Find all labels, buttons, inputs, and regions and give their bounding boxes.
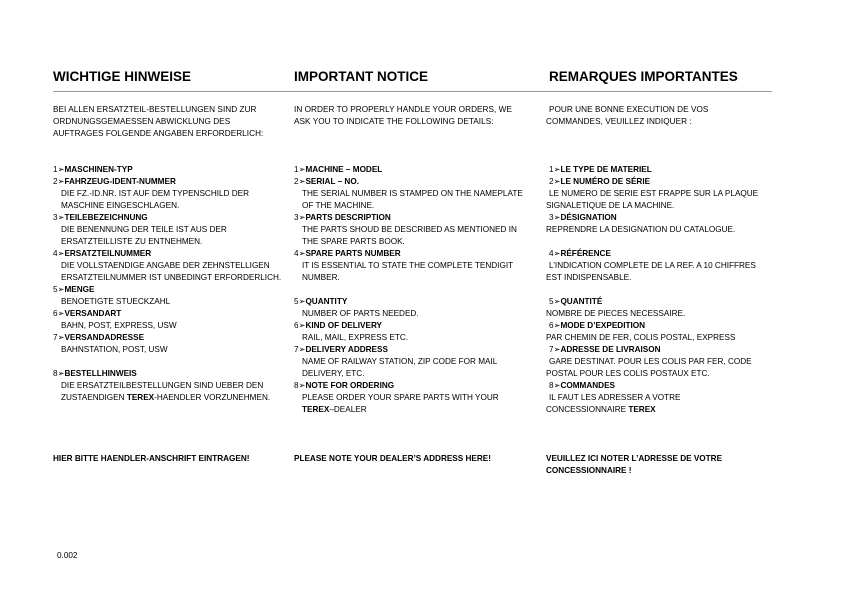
item-title: RÉFÉRENCE [560, 249, 611, 258]
items-french [546, 164, 771, 416]
items-english [294, 164, 529, 416]
brand-name: TEREX [302, 405, 330, 414]
item-description: REPRENDRE LA DESIGNATION DU CATALOGUE. [546, 225, 736, 234]
item-shipping-mode: 6➢MODE D’EXPEDITION PAR CHEMIN DE FER, COLIS POSTAL, EXPRESS [546, 320, 771, 344]
item-title: SERIAL – NO. [305, 177, 359, 186]
item-description: DIE ERSATZTEILBESTELLUNGEN SIND UEBER DEN ZUSTAENDIGEN TEREX-HAENDLER VORZUNEHMEN. [61, 381, 271, 402]
item-description: LE NUMERO DE SERIE EST FRAPPE SUR LA PLAQUE SIGNALETIQUE DE LA MACHINE. [546, 189, 759, 210]
item-part-number: 4➢ERSATZTEILNUMMER DIE VOLLSTAENDIGE ANGABE DER ZEHNSTELLIGEN ERSATZTEILNUMMER IST UNBEDINGT ERFORDERLICH. [53, 249, 282, 282]
item-description: BAHNSTATION, POST, USW [61, 345, 168, 354]
item-ordering-note: 8➢BESTELLHINWEIS DIE ERSATZTEILBESTELLUNGEN SIND UEBER DEN ZUSTAENDIGEN TEREX-HAENDLER VORZUNEHMEN. [53, 368, 283, 404]
item-quantity: 5➢QUANTITY NUMBER OF PARTS NEEDED. [294, 296, 529, 320]
item-title: MENGE [64, 285, 95, 294]
item-description: THE PARTS SHOUD BE DESCRIBED AS MENTIONED IN THE SPARE PARTS BOOK. [302, 225, 517, 246]
intro-german: BEI ALLEN ERSATZTEIL-BESTELLUNGEN SIND ZUR ORDNUNGSGEMAESSEN ABWICKLUNG DES AUFTRAGES FOLGENDE ANGABEN ERFORDERLICH: [53, 105, 264, 138]
item-description: NAME OF RAILWAY STATION, ZIP CODE FOR MAIL DELIVERY, ETC. [302, 357, 497, 378]
item-kind-of-delivery: 6➢KIND OF DELIVERY RAIL, MAIL, EXPRESS ETC. [294, 320, 529, 344]
item-title: KIND OF DELIVERY [305, 321, 383, 330]
heading-english: IMPORTANT NOTICE [294, 69, 428, 84]
heading-divider [53, 91, 772, 92]
item-orders: 8➢COMMANDES IL FAUT LES ADRESSER A VOTRE CONCESSIONNAIRE TEREX [546, 380, 771, 416]
item-description: IT IS ESSENTIAL TO STATE THE COMPLETE TENDIGIT NUMBER. [302, 261, 513, 282]
brand-name: TEREX [628, 405, 656, 414]
intro-english: IN ORDER TO PROPERLY HANDLE YOUR ORDERS, WE ASK YOU TO INDICATE THE FOLLOWING DETAILS: [294, 105, 512, 126]
item-serial-number: 2➢LE NUMÉRO DE SÉRIE LE NUMERO DE SERIE EST FRAPPE SUR LA PLAQUE SIGNALETIQUE DE LA MACHINE. [546, 176, 771, 212]
item-title: SPARE PARTS NUMBER [305, 249, 401, 258]
item-description: BENOETIGTE STUECKZAHL [61, 297, 171, 306]
item-description: DIE VOLLSTAENDIGE ANGABE DER ZEHNSTELLIGEN ERSATZTEILNUMMER IST UNBEDINGT ERFORDERLICH. [61, 261, 282, 282]
item-description: L’INDICATION COMPLETE DE LA REF. A 10 CHIFFRES EST INDISPENSABLE. [546, 261, 756, 282]
item-title: ERSATZTEILNUMMER [64, 249, 152, 258]
item-title: MODE D’EXPEDITION [560, 321, 646, 330]
item-delivery-address: 7➢VERSANDADRESSE BAHNSTATION, POST, USW [53, 332, 283, 356]
dealer-address-note-german: HIER BITTE HAENDLER-ANSCHRIFT EINTRAGEN! [53, 454, 250, 463]
heading-german: WICHTIGE HINWEISE [53, 69, 191, 84]
item-description: IL FAUT LES ADRESSER A VOTRE CONCESSIONNAIRE TEREX [546, 393, 681, 414]
item-description: NUMBER OF PARTS NEEDED. [302, 309, 419, 318]
item-title: MACHINE – MODEL [305, 165, 383, 174]
item-title: QUANTITY [305, 297, 348, 306]
item-title: ADRESSE DE LIVRAISON [560, 345, 661, 354]
item-quantity: 5➢QUANTITÉ NOMBRE DE PIECES NECESSAIRE. [546, 296, 771, 320]
item-description: BAHN, POST, EXPRESS, USW [61, 321, 177, 330]
item-machine-type: 1➢MASCHINEN-TYP [53, 165, 133, 174]
brand-name: TEREX [126, 393, 155, 402]
item-title: LE TYPE DE MATERIEL [560, 165, 652, 174]
item-title: QUANTITÉ [560, 297, 603, 306]
item-description: RAIL, MAIL, EXPRESS ETC. [302, 333, 409, 342]
item-title: MASCHINEN-TYP [64, 165, 133, 174]
item-delivery-kind: 6➢VERSANDART BAHN, POST, EXPRESS, USW [53, 308, 283, 332]
item-title: FAHRZEUG-IDENT-NUMMER [64, 177, 176, 186]
item-part-description: 3➢TEILEBEZEICHNUNG DIE BENENNUNG DER TEILE IST AUS DER ERSATZTEILLISTE ZU ENTNEHMEN. [53, 212, 283, 248]
item-title: LE NUMÉRO DE SÉRIE [560, 177, 651, 186]
item-description: NOMBRE DE PIECES NECESSAIRE. [546, 309, 686, 318]
item-delivery-address: 7➢ADRESSE DE LIVRAISON GARE DESTINAT. POUR LES COLIS PAR FER, CODE POSTAL POUR LES COLIS POSTAUX ETC. [546, 344, 771, 380]
dealer-address-note-french: VEUILLEZ ICI NOTER L’ADRESSE DE VOTRE CONCESSIONNAIRE ! [546, 454, 723, 475]
item-delivery-address: 7➢DELIVERY ADDRESS NAME OF RAILWAY STATION, ZIP CODE FOR MAIL DELIVERY, ETC. [294, 344, 529, 380]
item-note-for-ordering: 8➢NOTE FOR ORDERING PLEASE ORDER YOUR SPARE PARTS WITH YOUR TEREX–DEALER [294, 380, 529, 416]
item-title: DELIVERY ADDRESS [305, 345, 388, 354]
item-title: COMMANDES [560, 381, 616, 390]
item-description: DIE FZ.-ID.NR. IST AUF DEM TYPENSCHILD DER MASCHINE EINGESCHLAGEN. [61, 189, 250, 210]
item-serial-number: 2➢SERIAL – NO. THE SERIAL NUMBER IS STAMPED ON THE NAMEPLATE OF THE MACHINE. [294, 176, 529, 212]
item-title: NOTE FOR ORDERING [305, 381, 395, 390]
item-machine-model: 1➢MACHINE – MODEL [294, 165, 383, 174]
item-description: PLEASE ORDER YOUR SPARE PARTS WITH YOUR TEREX–DEALER [302, 393, 499, 414]
page-number: 0.002 [57, 551, 78, 560]
item-designation: 3➢DÉSIGNATION REPRENDRE LA DESIGNATION DU CATALOGUE. [546, 212, 771, 236]
item-title: VERSANDART [64, 309, 122, 318]
item-title: BESTELLHINWEIS [64, 369, 137, 378]
item-title: VERSANDADRESSE [64, 333, 145, 342]
item-vehicle-id: 2➢FAHRZEUG-IDENT-NUMMER DIE FZ.-ID.NR. IST AUF DEM TYPENSCHILD DER MASCHINE EINGESCHLAGEN. [53, 176, 283, 212]
heading-french: REMARQUES IMPORTANTES [549, 69, 738, 84]
item-title: TEILEBEZEICHNUNG [64, 213, 148, 222]
items-german [53, 164, 283, 404]
item-description: THE SERIAL NUMBER IS STAMPED ON THE NAMEPLATE OF THE MACHINE. [302, 189, 523, 210]
item-title: DÉSIGNATION [560, 213, 617, 222]
item-description: DIE BENENNUNG DER TEILE IST AUS DER ERSATZTEILLISTE ZU ENTNEHMEN. [61, 225, 227, 246]
item-description: GARE DESTINAT. POUR LES COLIS PAR FER, CODE POSTAL POUR LES COLIS POSTAUX ETC. [546, 357, 752, 378]
item-reference: 4➢RÉFÉRENCE L’INDICATION COMPLETE DE LA REF. A 10 CHIFFRES EST INDISPENSABLE. [546, 248, 771, 284]
item-title: PARTS DESCRIPTION [305, 213, 391, 222]
item-spare-parts-number: 4➢SPARE PARTS NUMBER IT IS ESSENTIAL TO STATE THE COMPLETE TENDIGIT NUMBER. [294, 248, 529, 284]
item-quantity: 5➢MENGE BENOETIGTE STUECKZAHL [53, 284, 283, 308]
item-parts-description: 3➢PARTS DESCRIPTION THE PARTS SHOUD BE DESCRIBED AS MENTIONED IN THE SPARE PARTS BOOK. [294, 212, 529, 248]
item-description: PAR CHEMIN DE FER, COLIS POSTAL, EXPRESS [546, 333, 736, 342]
dealer-address-note-english: PLEASE NOTE YOUR DEALER’S ADDRESS HERE! [294, 454, 491, 463]
intro-french: POUR UNE BONNE EXECUTION DE VOS COMMANDES, VEUILLEZ INDIQUER : [546, 105, 709, 126]
item-material-type: 1➢LE TYPE DE MATERIEL [549, 165, 652, 174]
